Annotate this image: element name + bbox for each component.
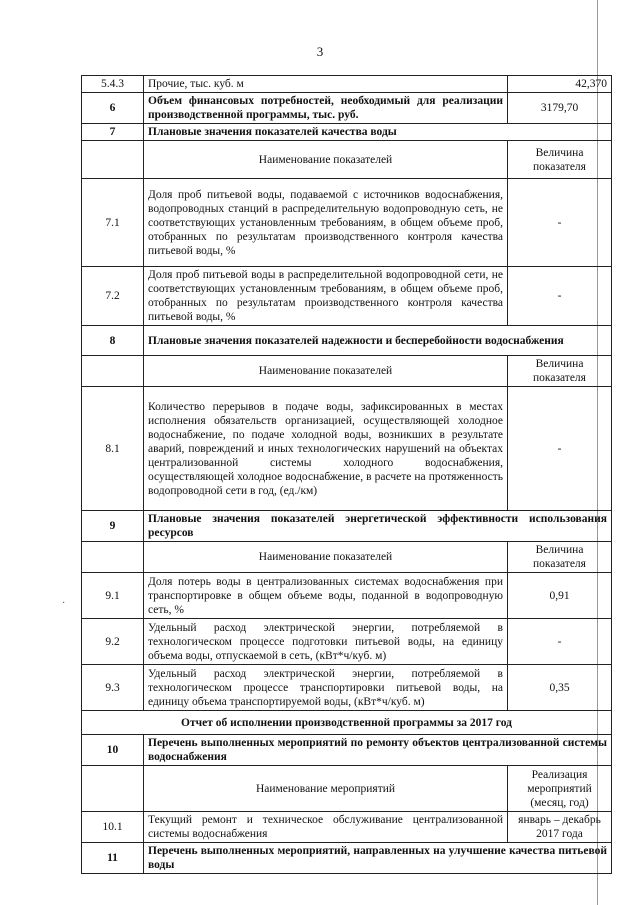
row-number xyxy=(82,766,144,812)
indicator-value: январь – декабрь 2017 года xyxy=(508,812,612,843)
row-number: 7.2 xyxy=(82,267,144,326)
row-number: 8 xyxy=(82,326,144,356)
column-header-value: Реализация мероприятий (месяц, год) xyxy=(508,766,612,812)
scan-mark: · xyxy=(62,598,66,609)
table-row xyxy=(82,665,612,711)
section-title: Перечень выполненных мероприятий по ремонту объектов централизованной системы водоснабжения xyxy=(144,735,612,766)
row-number: 6 xyxy=(82,93,144,124)
row-number: 9.2 xyxy=(82,619,144,665)
page-number: 3 xyxy=(316,44,324,59)
row-number: 10.1 xyxy=(82,812,144,843)
table-row xyxy=(82,843,612,874)
row-number: 9.3 xyxy=(82,665,144,711)
indicator-value: - xyxy=(508,387,612,511)
table-row xyxy=(82,124,612,141)
indicator-value: 0,35 xyxy=(508,665,612,711)
indicator-name: Доля проб питьевой воды в распределительной водопроводной сети, не соответствующих установленным требованиям, в общем объеме проб, отобранных по результатам производственного контроля качества питьевой воды, % xyxy=(144,267,508,326)
column-header-name: Наименование показателей xyxy=(144,141,508,179)
row-number: 8.1 xyxy=(82,387,144,511)
indicator-value: 42,370 xyxy=(508,76,612,93)
row-number: 7.1 xyxy=(82,179,144,267)
table-row xyxy=(82,93,612,124)
indicator-value: - xyxy=(508,179,612,267)
table-row xyxy=(82,619,612,665)
program-table xyxy=(81,75,612,874)
table-row xyxy=(82,812,612,843)
indicator-value: 0,91 xyxy=(508,573,612,619)
table-row xyxy=(82,326,612,356)
row-number xyxy=(82,542,144,573)
row-number: 11 xyxy=(82,843,144,874)
indicator-name: Текущий ремонт и техническое обслуживание централизованной системы водоснабжения xyxy=(144,812,508,843)
table-row xyxy=(82,76,612,93)
row-number: 9 xyxy=(82,511,144,542)
row-number: 10 xyxy=(82,735,144,766)
column-header-name: Наименование показателей xyxy=(144,356,508,387)
table-row xyxy=(82,267,612,326)
row-number xyxy=(82,356,144,387)
indicator-name: Прочие, тыс. куб. м xyxy=(144,76,508,93)
indicator-value: 3179,70 xyxy=(508,93,612,124)
row-number: 7 xyxy=(82,124,144,141)
section-title: Объем финансовых потребностей, необходимый для реализации производственной программы, тыс. руб. xyxy=(144,93,508,124)
table-row xyxy=(82,387,612,511)
program-table-body xyxy=(82,76,612,874)
indicator-name: Доля проб питьевой воды, подаваемой с источников водоснабжения, водопроводных станций в распределительную водопроводную сеть, не соответствующих установленным требованиям, в общем объеме проб, отобранных по результатам производственного контроля качества питьевой воды, % xyxy=(144,179,508,267)
row-number: 5.4.3 xyxy=(82,76,144,93)
table-row xyxy=(82,141,612,179)
indicator-value: - xyxy=(508,267,612,326)
indicator-name: Доля потерь воды в централизованных системах водоснабжения при транспортировке в общем объеме воды, поданной в водопроводную сеть, % xyxy=(144,573,508,619)
table-row xyxy=(82,711,612,735)
indicator-name: Количество перерывов в подаче воды, зафиксированных в местах исполнения обязательств организацией, осуществляющей холодное водоснабжение, по подаче холодной воды, возникших в результате аварий, повреждений и иных технологических нарушений на объектах централизованной системы холодного водоснабжения, осуществляющей холодное водоснабжение, в расчете на протяженность водопроводной сети в год, (ед./км) xyxy=(144,387,508,511)
indicator-name: Удельный расход электрической энергии, потребляемой в технологическом процессе подготовки питьевой воды, на единицу объема воды, отпускаемой в сеть, (кВт*ч/куб. м) xyxy=(144,619,508,665)
section-title: Плановые значения показателей качества воды xyxy=(144,124,612,141)
table-row xyxy=(82,511,612,542)
column-header-value: Величина показателя xyxy=(508,141,612,179)
table-row xyxy=(82,179,612,267)
column-header-name: Наименование показателей xyxy=(144,542,508,573)
indicator-value: - xyxy=(508,619,612,665)
section-title: Плановые значения показателей энергетической эффективности использования ресурсов xyxy=(144,511,612,542)
indicator-name: Удельный расход электрической энергии, потребляемой в технологическом процессе транспортировки питьевой воды, на единицу объема транспортируемой воды, (кВт*ч/куб. м) xyxy=(144,665,508,711)
column-header-name: Наименование мероприятий xyxy=(144,766,508,812)
section-title: Перечень выполненных мероприятий, направленных на улучшение качества питьевой воды xyxy=(144,843,612,874)
table-row xyxy=(82,766,612,812)
table-row xyxy=(82,735,612,766)
column-header-value: Величина показателя xyxy=(508,356,612,387)
column-header-value: Величина показателя xyxy=(508,542,612,573)
table-row xyxy=(82,573,612,619)
table-row xyxy=(82,542,612,573)
section-title: Плановые значения показателей надежности и бесперебойности водоснабжения xyxy=(144,326,612,356)
row-number: 9.1 xyxy=(82,573,144,619)
report-heading: Отчет об исполнении производственной программы за 2017 год xyxy=(82,711,612,735)
table-row xyxy=(82,356,612,387)
row-number xyxy=(82,141,144,179)
